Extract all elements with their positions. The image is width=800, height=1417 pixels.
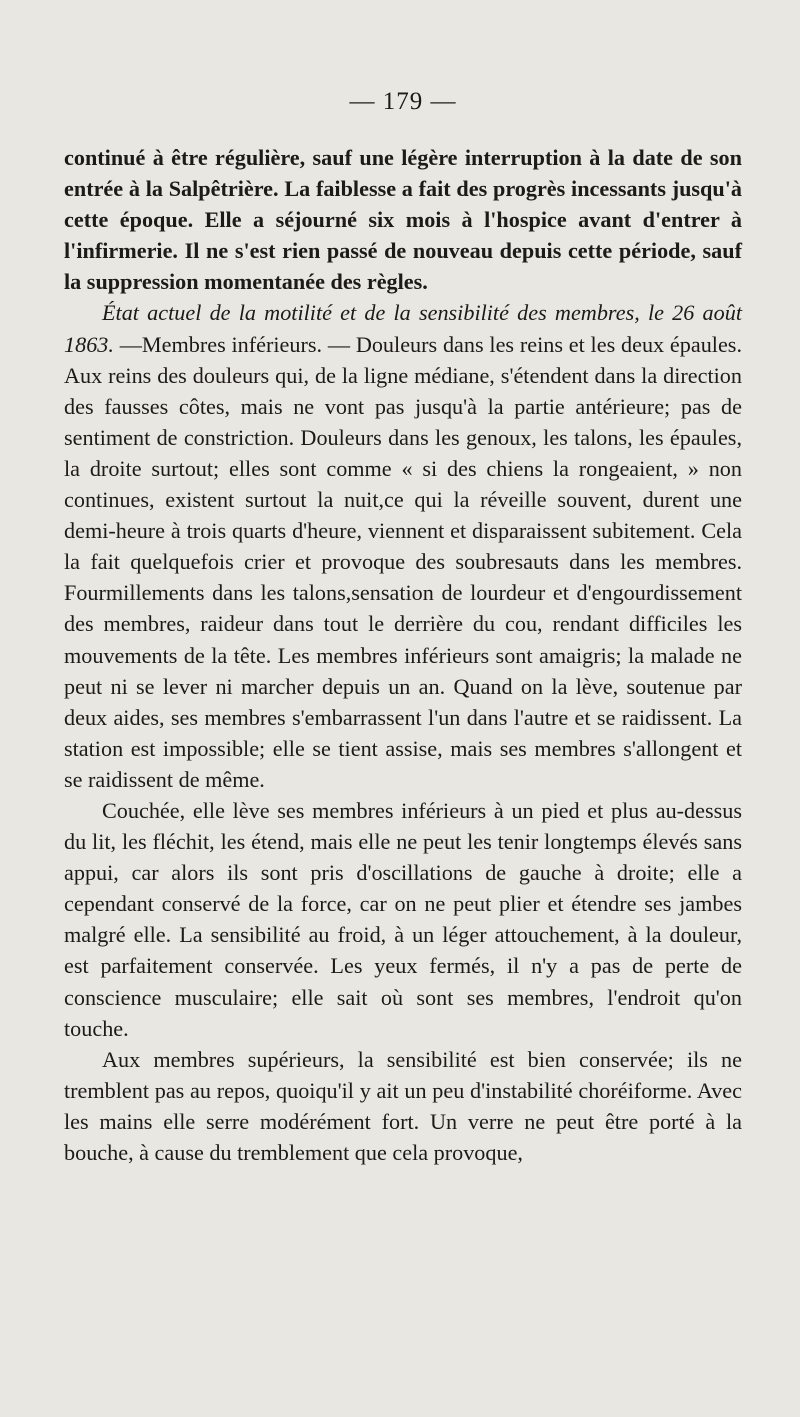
section-title: État actuel de la motilité et de la sensibilité des membres, le 26 août 1863. [64,300,742,357]
paragraph-current-state [64,297,742,795]
page-number: — 179 — [349,88,457,115]
paragraph-upper-limbs: Aux membres supérieurs, la sensibilité est bien conservée; ils ne tremblent pas au repos, quoiqu'il y ait un peu d'instabilité choréiforme. Avec les mains elle serre modérément fort. Un verre ne peut être porté à la bouche, à cause du tremblement que cela provoque, [64,1046,742,1165]
paragraph-continuation: continué à être régulière, sauf une légère interruption à la date de son entrée à la Salpêtrière. La faiblesse a fait des progrès incessants jusqu'à cette époque. Elle a séjourné six mois à l'hospice avant d'entrer à l'infirmerie. Il ne s'est rien passé de nouveau depuis cette période, sauf la suppression momentanée des règles. [64,145,742,295]
paragraph-lying-down: Couchée, elle lève ses membres inférieurs à un pied et plus au-dessus du lit, les fléchit, les étend, mais elle ne peut les tenir longtemps élevés sans appui, car alors ils sont pris d'oscillations de gauche à droite; elle a cependant conservé de la force, car on ne peut plier et étendre ses jambes malgré elle. La sensibilité au froid, à un léger attouchement, à la douleur, est parfaitement conservée. Les yeux fermés, il n'y a pas de perte de conscience musculaire; elle sait où sont ses membres, l'endroit qu'on touche. [64,797,742,1041]
paragraph-body: —Membres inférieurs. — Douleurs dans les reins et les deux épaules. Aux reins des douleurs qui, de la ligne médiane, s'étendent dans la direction des fausses côtes, mais ne vont pas jusqu'à la partie antérieure; pas de sentiment de constriction. Douleurs dans les genoux, les talons, les épaules, la droite surtout; elles sont comme « si des chiens la rongeaient, » non continues, existent surtout la nuit,ce qui la réveille souvent, durent une demi-heure à trois quarts d'heure, viennent et disparaissent subitement. Cela la fait quelquefois crier et provoque des soubresauts dans les membres. Fourmillements dans les talons,sensation de lourdeur et d'engourdissement des membres, raideur dans tout le derrière du cou, rendant difficiles les mouvements de la tête. Les membres inférieurs sont amaigris; la malade ne peut ni se lever ni marcher depuis un an. Quand on la lève, soutenue par deux aides, ses membres s'embarrassent l'un dans l'autre et se raidissent. La station est impossible; elle se tient assise, mais ses membres s'allongent et se raidissent de même. [64,331,742,792]
